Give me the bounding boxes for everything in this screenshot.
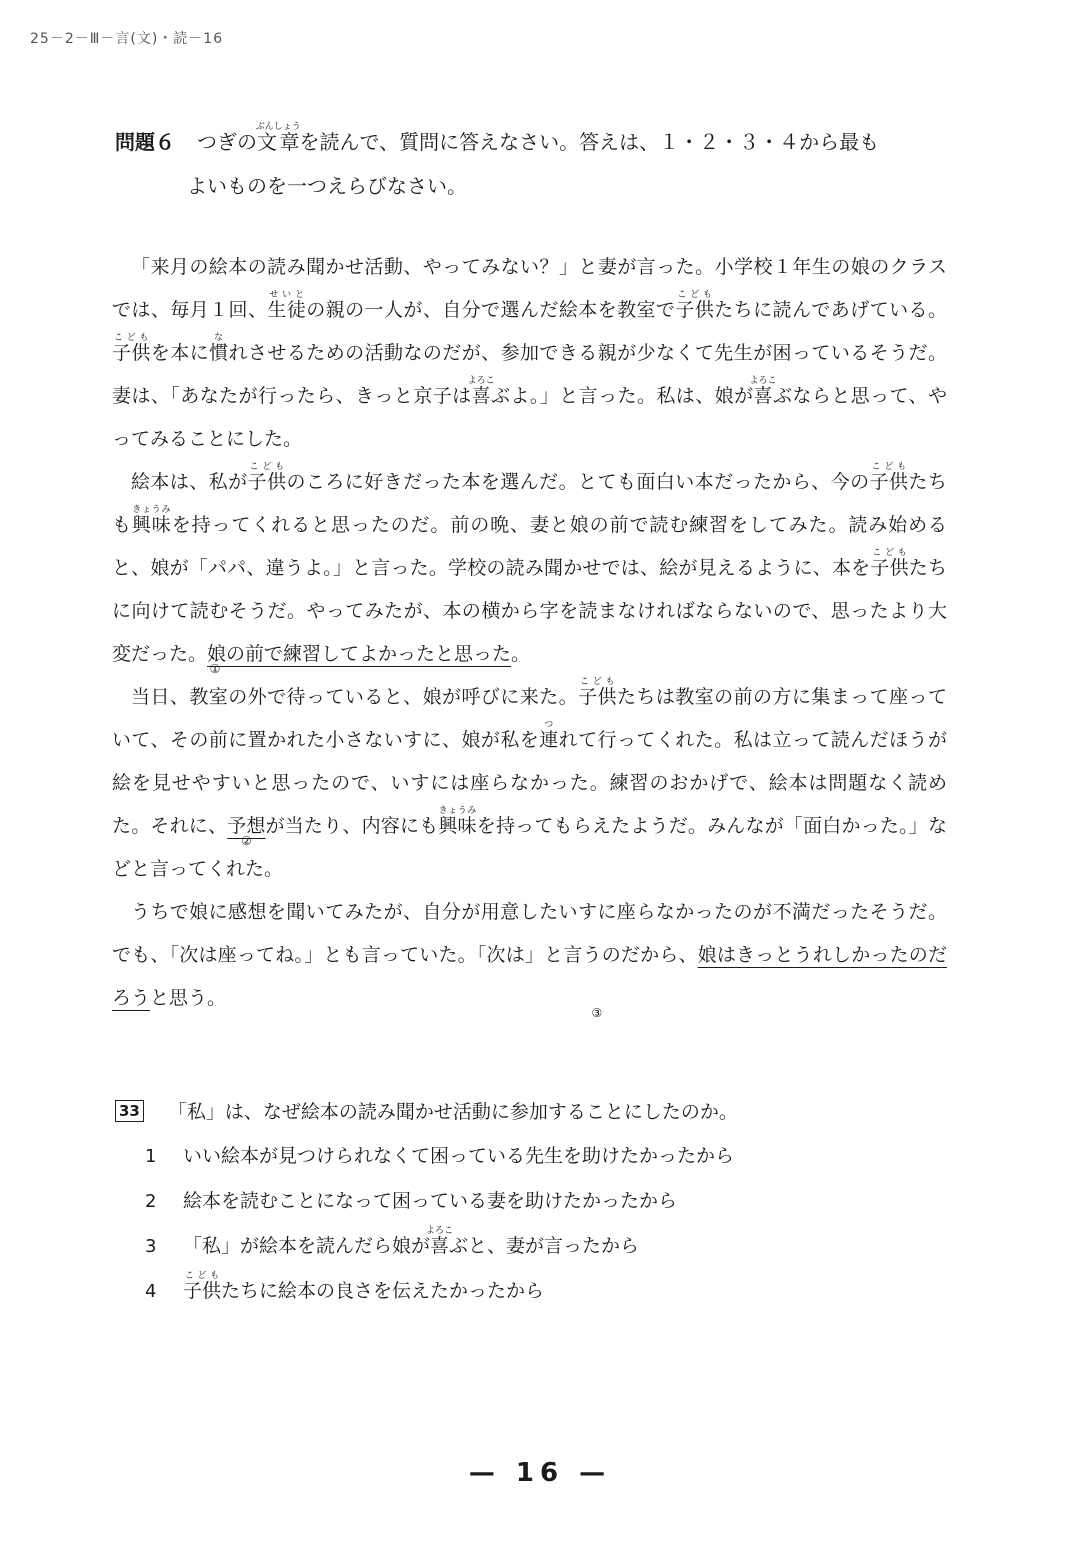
instruction-text: つぎの	[197, 130, 257, 154]
underline-marker-2: ②	[241, 834, 252, 848]
underline-marker-3: ③	[591, 1006, 603, 1020]
option-number: 4	[145, 1281, 157, 1302]
furigana-word: 文章ぶんしょう	[255, 122, 301, 154]
passage-paragraph-4: うちで娘に感想を聞いてみたが、自分が用意したいすに座らなかったのが不満だったそうだ。でも、「次は座ってね。」とも言っていた。「次は」と言うのだから、娘はきっとうれしかったのだろう ③ と思う。	[112, 901, 947, 1020]
underline-1: 娘の前で練習してよかったと思った ①	[207, 643, 512, 676]
question-number-box: 33	[115, 1100, 144, 1122]
passage-paragraph-3: 当日、教室の外で待っていると、娘が呼びに来た。子供こどもたちは教室の前の方に集まって座っていて、その前に置かれた小さないすに、娘が私を連つれて行ってくれた。私は立って読んだほうが絵を見せやすいと思ったので、いすには座らなかった。練習のおかげで、絵本は問題なく読めた。それに、予想 ② が当たり、内容にも興味きょうみを持ってもらえたようだ。みんなが「面白かった。」などと言ってくれた。	[112, 677, 947, 880]
answer-options	[115, 1134, 975, 1314]
passage-paragraph-2: 絵本は、私が子供こどものころに好きだった本を選んだ。とても面白い本だったから、今の子供こどもたちも興味きょうみを持ってくれると思ったのだ。前の晩、妻と娘の前で読む練習をしてみた。読み始めると、娘が「パパ、違うよ。」と言った。学校の読み聞かせでは、絵が見えるように、本を子供こどもたちに向けて読むそうだ。やってみたが、本の横から字を読まなければならないので、思ったより大変だった。娘の前で練習してよかったと思った ① 。	[112, 462, 947, 676]
option-text: 「私」が絵本を読んだら娘が喜よろこぶと、妻が言ったから	[183, 1226, 640, 1257]
answer-option-2[interactable]	[145, 1179, 975, 1224]
option-text: いい絵本が見つけられなくて困っている先生を助けたかったから	[183, 1145, 735, 1167]
underline-2: 予想 ②	[227, 815, 266, 848]
underline-3: 娘はきっとうれしかったのだろう ③	[112, 944, 947, 1020]
underline-marker-1: ①	[209, 662, 221, 676]
question-instructions	[115, 120, 985, 208]
option-number: 2	[145, 1191, 157, 1212]
page-number: — 16 —	[468, 1458, 612, 1488]
answer-option-4[interactable]	[145, 1269, 975, 1314]
question-33	[115, 1090, 975, 1314]
instruction-line-2: よいものを一つえらびなさい。	[187, 174, 467, 198]
question-label: 問題６	[115, 130, 175, 154]
question-stem	[115, 1090, 975, 1134]
option-number: 1	[145, 1146, 157, 1167]
answer-option-3[interactable]	[145, 1224, 975, 1269]
reading-passage	[112, 246, 947, 1020]
answer-option-1[interactable]	[145, 1134, 975, 1179]
option-number: 3	[145, 1236, 157, 1257]
instruction-text: を読んで、質問に答えなさい。答えは、１・２・３・４から最も	[299, 130, 880, 154]
option-text: 子供こどもたちに絵本の良さを伝えたかったから	[183, 1271, 545, 1302]
exam-header-code: 25－2－Ⅲ－言(文)・読－16	[30, 31, 224, 47]
passage-paragraph-1: 「来月の絵本の読み聞かせ活動、やってみない？」と妻が言った。小学校１年生の娘のクラスでは、毎月１回、生徒せいとの親の一人が、自分で選んだ絵本を教室で子供こどもたちに読んであげている。子供こどもを本に慣なれさせるための活動なのだが、参加できる親が少なくて先生が困っているそうだ。妻は、「あなたが行ったら、きっと京子は喜よろこぶよ。」と言った。私は、娘が喜よろこぶならと思って、やってみることにした。	[112, 256, 947, 450]
option-text: 絵本を読むことになって困っている妻を助けたかったから	[183, 1190, 678, 1212]
question-text: 「私」は、なぜ絵本の読み聞かせ活動に参加することにしたのか。	[167, 1101, 738, 1123]
